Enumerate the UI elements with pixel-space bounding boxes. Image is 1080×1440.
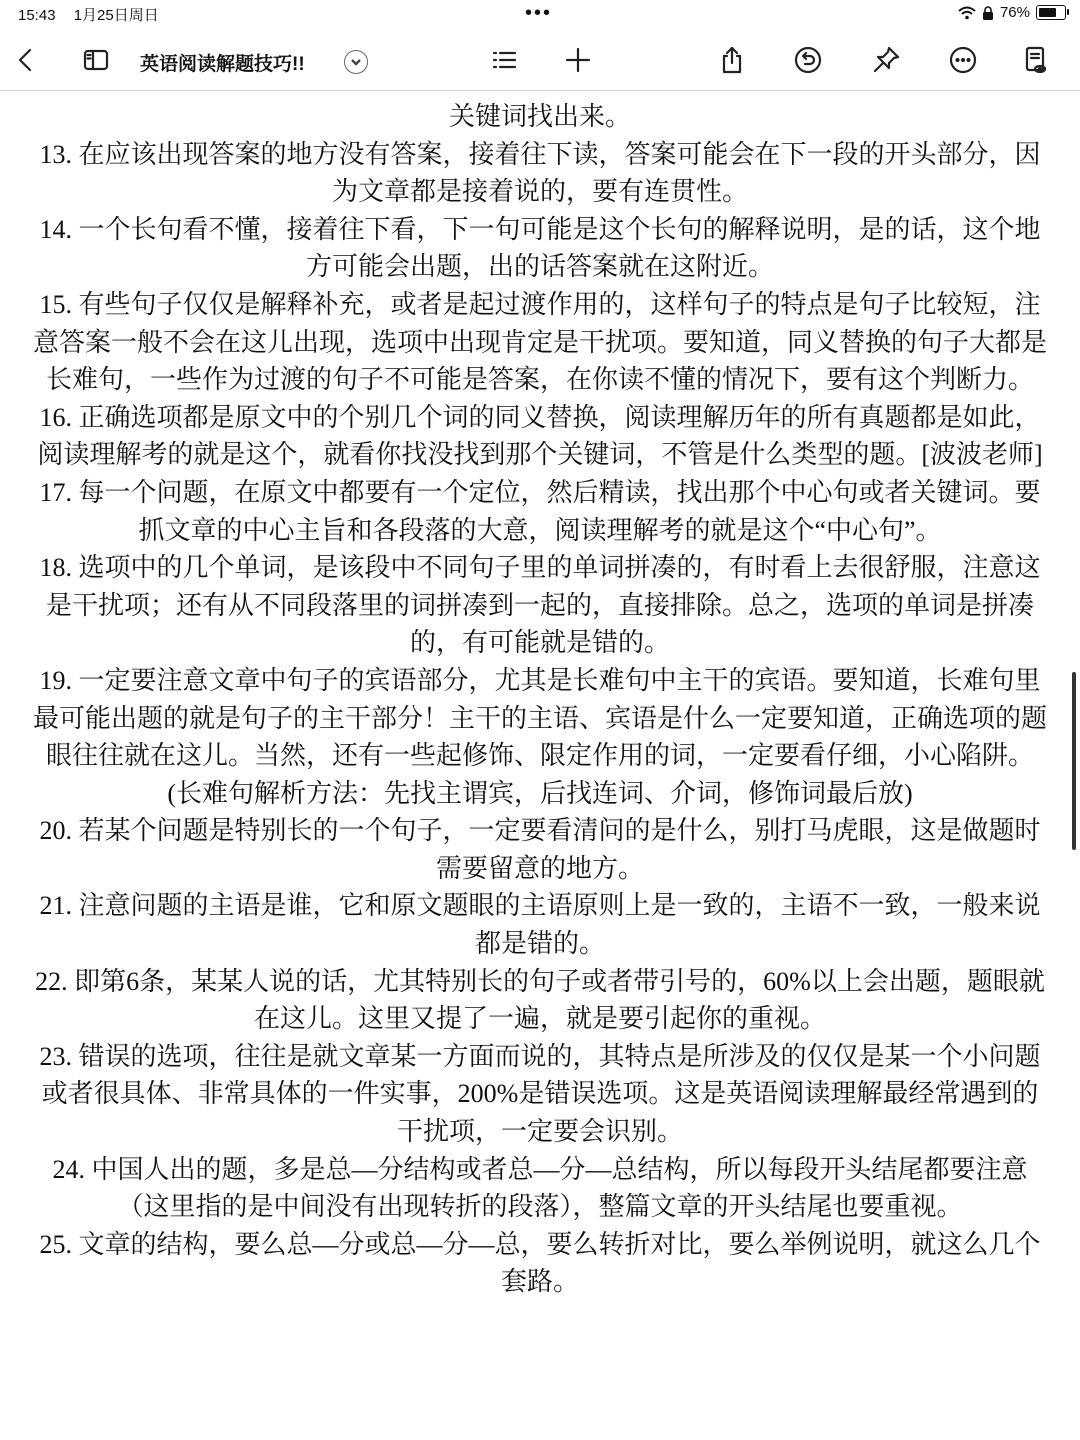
sidebar-icon[interactable] (76, 40, 116, 80)
status-date: 1月25日周日 (73, 7, 159, 24)
paragraph: 24. 中国人出的题，多是总—分结构或者总—分—总结构，所以每段开头结尾都要注意（这里指的是中间没有出现转折的段落），整篇文章的开头结尾也要重视。 (52, 1154, 1028, 1222)
pin-icon[interactable] (866, 40, 906, 80)
battery-charging-icon (1036, 5, 1066, 20)
undo-icon[interactable] (788, 40, 828, 80)
status-time: 15:43 (18, 7, 56, 24)
list-icon[interactable] (484, 40, 524, 80)
paragraph: 23. 错误的选项，往往是就文章某一方面而说的，其特点是所涉及的仅仅是某一个小问题或者很具体、非常具体的一件实事，200%是错误选项。这是英语阅读理解最经常遇到的干扰项，一定要会识别。 (39, 1041, 1041, 1147)
multitask-dots[interactable]: ••• (525, 2, 553, 24)
status-bar (0, 0, 1080, 30)
paragraph: 17. 每一个问题，在原文中都要有一个定位，然后精读，找出那个中心句或者关键词。要抓文章的中心主旨和各段落的大意，阅读理解考的就是这个“中心句”。 (39, 477, 1041, 545)
document-content (30, 98, 1050, 1301)
paragraph: 19. 一定要注意文章中句子的宾语部分，尤其是长难句中主干的宾语。要知道，长难句里最可能出题的就是句子的主干部分！主干的主语、宾语是什么一定要知道，正确选项的题眼往往就在这儿。当然，还有一些起修饰、限定作用的词，一定要看仔细，小心陷阱。 (32, 665, 1047, 771)
vertical-scrollbar[interactable] (1072, 672, 1076, 850)
status-right (958, 4, 1066, 21)
wifi-icon (958, 6, 976, 20)
paragraph: 关键词找出来。 (448, 102, 631, 131)
toolbar (0, 32, 1080, 91)
paragraph: 15. 有些句子仅仅是解释补充，或者是起过渡作用的，这样句子的特点是句子比较短，注意答案一般不会在这儿出现，选项中出现肯定是干扰项。要知道，同义替换的句子大都是长难句，一些作为过渡的句子不可能是答案，在你读不懂的情况下，要有这个判断力。 (32, 289, 1047, 395)
paragraph: 13. 在应该出现答案的地方没有答案，接着往下读，答案可能会在下一段的开头部分，因为文章都是接着说的，要有连贯性。 (39, 139, 1041, 207)
status-left (18, 4, 173, 25)
title-dropdown-icon[interactable] (344, 50, 368, 74)
paragraph: 20. 若某个问题是特别长的一个句子，一定要看清问的是什么，别打马虎眼，这是做题时需要留意的地方。 (39, 816, 1041, 883)
more-icon[interactable] (943, 40, 983, 80)
paragraph: 21. 注意问题的主语是谁，它和原文题眼的主语原则上是一致的，主语不一致，一般来说都是错的。 (39, 891, 1041, 959)
share-icon[interactable] (712, 40, 752, 80)
paragraph: 18. 选项中的几个单词，是该段中不同句子里的单词拼凑的，有时看上去很舒服，注意这是干扰项；还有从不同段落里的词拼凑到一起的，直接排除。总之，选项的单词是拼凑的，有可能就是错的。 (39, 553, 1041, 658)
battery-percent: 76% (999, 4, 1030, 21)
plus-icon[interactable] (558, 40, 598, 80)
paragraph: (长难句解析方法：先找主谓宾，后找连词、介词，修饰词最后放) (167, 778, 913, 808)
back-chevron-icon[interactable] (6, 40, 46, 80)
lock-rotation-icon (982, 6, 994, 20)
document-title[interactable]: 英语阅读解题技巧!! (140, 54, 305, 75)
paragraph: 22. 即第6条，某某人说的话，尤其特别长的句子或者带引号的，60%以上会出题，题眼就在这儿。这里又提了一遍，就是要引起你的重视。 (35, 966, 1045, 1034)
paragraph: 16. 正确选项都是原文中的个别几个词的同义替换，阅读理解历年的所有真题都是如此，阅读理解考的就是这个，就看你找没找到那个关键词，不管是什么类型的题。[波波老师] (37, 402, 1043, 470)
paragraph: 14. 一个长句看不懂，接着往下看，下一句可能是这个长句的解释说明，是的话，这个地方可能会出题，出的话答案就在这附近。 (39, 214, 1041, 282)
reader-icon[interactable] (1016, 40, 1056, 80)
paragraph: 25. 文章的结构，要么总—分或总—分—总，要么转折对比，要么举例说明，就这么几个套路。 (39, 1229, 1041, 1297)
